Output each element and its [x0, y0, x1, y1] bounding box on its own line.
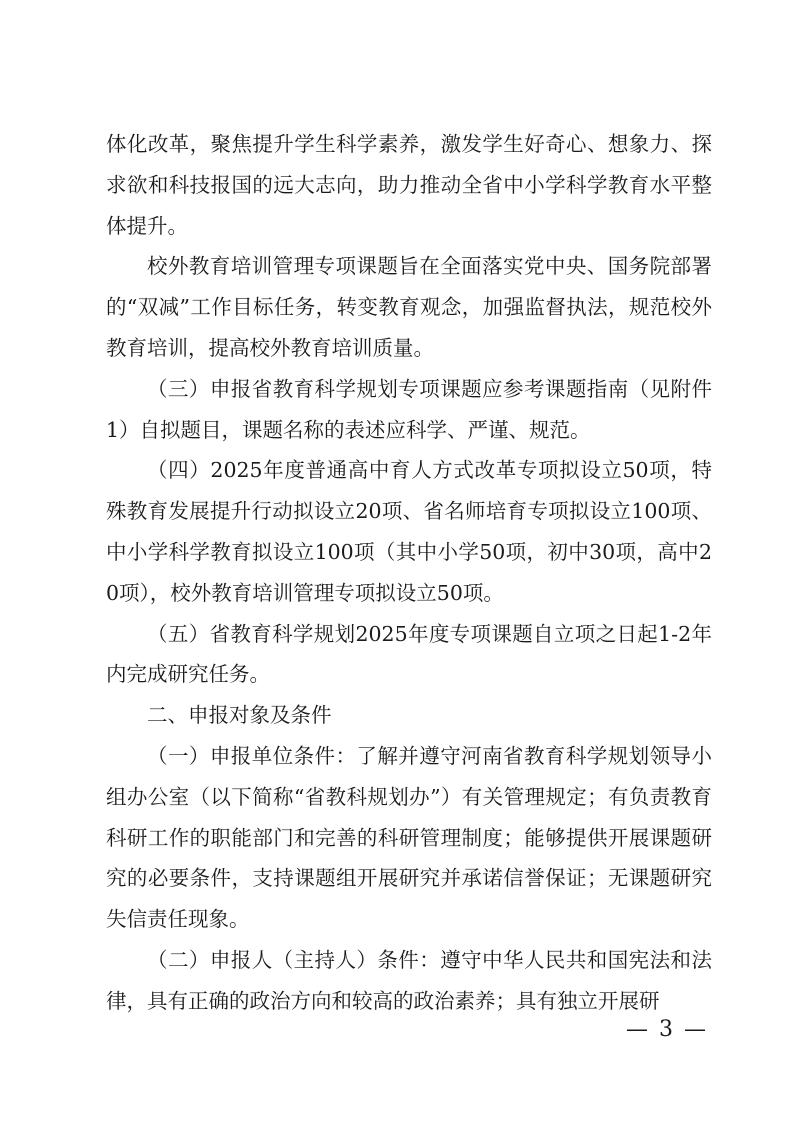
section-heading: 二、申报对象及条件: [147, 703, 332, 728]
paragraph-item-3: （三）申报省教育科学规划专项课题应参考课题指南（见附件1）自拟题目，课题名称的表述应科学、严谨、规范。: [106, 376, 712, 442]
paragraph-item-5: （五）省教育科学规划2025年度专项课题自立项之日起1-2年内完成研究任务。: [106, 621, 712, 687]
paragraph-continuation: 体化改革，聚焦提升学生科学素养，激发学生好奇心、想象力、探求欲和科技报国的远大志向，助力推动全省中小学科学教育水平整体提升。: [106, 132, 712, 238]
paragraph-off-campus-training: 校外教育培训管理专项课题旨在全面落实党中央、国务院部署的“双减”工作目标任务，转变教育观念，加强监督执法，规范校外教育培训，提高校外教育培训质量。: [106, 254, 712, 360]
paragraph-applicant-unit: （一）申报单位条件：了解并遵守河南省教育科学规划领导小组办公室（以下简称“省教科规划办”）有关管理规定；有负责教育科研工作的职能部门和完善的科研管理制度；能够提供开展课题研究的必要条件，支持课题组开展研究并承诺信誉保证；无课题研究失信责任现象。: [106, 743, 712, 932]
paragraph-item-4: （四）2025年度普通高中育人方式改革专项拟设立50项，特殊教育发展提升行动拟设立20项、省名师培育专项拟设立100项、中小学科学教育拟设立100项（其中小学50项，初中30项，高中20项），校外教育培训管理专项拟设立50项。: [106, 458, 712, 605]
body-text: [106, 124, 712, 1022]
paragraph-applicant-person: （二）申报人（主持人）条件：遵守中华人民共和国宪法和法律，具有正确的政治方向和较高的政治素养；具有独立开展研: [106, 947, 712, 1013]
page-number: — 3 —: [626, 1017, 708, 1042]
